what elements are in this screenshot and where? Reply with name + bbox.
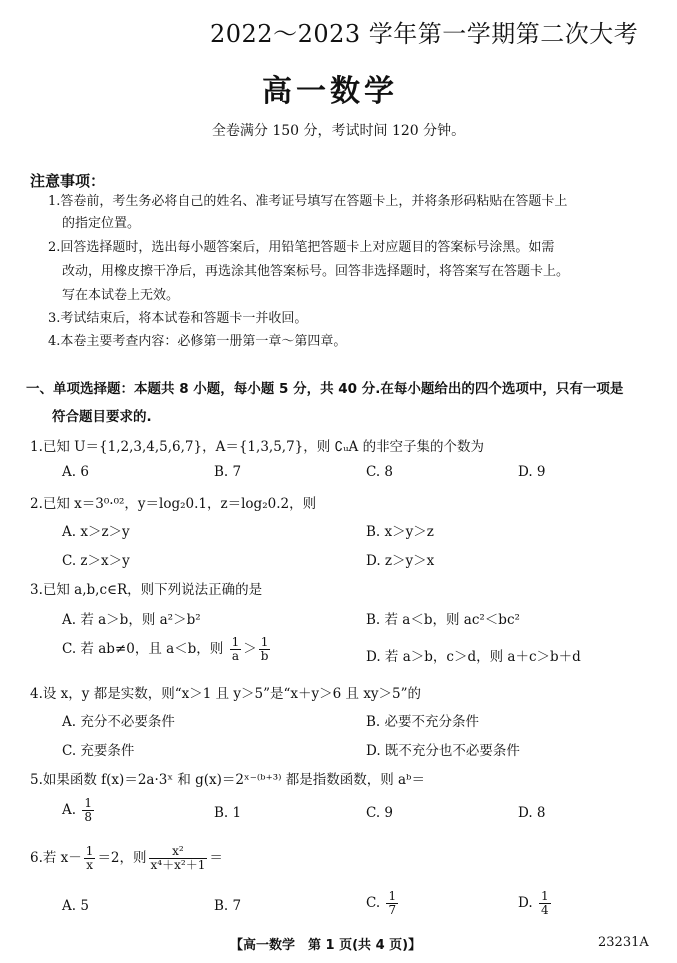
- fraction-numerator: 1: [540, 889, 549, 903]
- question-2-stem: 2.已知 x＝3⁰·⁰²，y＝log₂0.1，z＝log₂0.2，则: [30, 496, 317, 512]
- section-heading: 一、单项选择题：本题共 8 小题，每小题 5 分，共 40 分.在每小题给出的四个选项中，只有一项是: [26, 381, 624, 397]
- gt-sign: ＞: [243, 641, 257, 657]
- fraction-denominator: x: [86, 858, 93, 872]
- q5-option-a: [62, 797, 96, 824]
- q3-option-a: A. 若 a＞b，则 a²＞b²: [62, 612, 201, 628]
- q5-option-a-label: A.: [62, 802, 77, 818]
- note-line: 3.考试结束后，将本试卷和答题卡一并收回。: [48, 311, 308, 326]
- fraction-numerator: x²: [149, 845, 208, 859]
- fraction-denominator: a: [231, 649, 239, 663]
- exam-info: 全卷满分 150 分，考试时间 120 分钟。: [211, 123, 466, 139]
- question-5-stem: 5.如果函数 f(x)＝2a·3ˣ 和 g(x)＝2ˣ⁻⁽ᵇ⁺³⁾ 都是指数函数，则 aᵇ＝: [30, 772, 425, 788]
- q6-stem-text: ＝: [209, 850, 223, 866]
- fraction: [259, 636, 271, 663]
- fraction-numerator: 1: [84, 796, 92, 810]
- fraction-numerator: 1: [259, 636, 271, 650]
- q1-option-c: C. 8: [366, 464, 394, 480]
- q2-option-d: D. z＞y＞x: [366, 553, 435, 569]
- fraction-numerator: 1: [85, 844, 94, 858]
- q3-option-c-text: C. 若 ab≠0，且 a＜b，则: [62, 641, 224, 657]
- note-line: 2.回答选择题时，选出每小题答案后，用铅笔把答题卡上对应题目的答案标号涂黑。如需: [48, 240, 555, 255]
- note-line: 1.答卷前，考生务必将自己的姓名、准考证号填写在答题卡上，并将条形码粘贴在答题卡上: [48, 194, 568, 209]
- question-4-stem: 4.设 x，y 都是实数，则“x＞1 且 y＞5”是“x＋y＞6 且 xy＞5”的: [30, 686, 422, 702]
- q5-option-b: B. 1: [214, 805, 242, 821]
- q2-option-a: A. x＞z＞y: [62, 524, 130, 540]
- q6-option-c-label: C.: [366, 895, 381, 911]
- q4-option-a: A. 充分不必要条件: [62, 714, 175, 730]
- fraction: [539, 890, 551, 917]
- q3-option-c: [62, 636, 272, 663]
- q6-option-d: [518, 890, 553, 917]
- subject-title: 高一数学: [262, 74, 398, 109]
- note-line: 的指定位置。: [62, 216, 141, 231]
- note-line: 4.本卷主要考查内容：必修第一册第一章～第四章。: [48, 334, 347, 349]
- q4-option-d: D. 既不充分也不必要条件: [366, 743, 520, 759]
- fraction: [386, 890, 398, 917]
- question-1-stem: 1.已知 U＝{1,2,3,4,5,6,7}，A＝{1,3,5,7}，则 ∁ᵤA 的非空子集的个数为: [30, 439, 485, 455]
- fraction-denominator: 8: [84, 810, 92, 824]
- q6-option-c: [366, 890, 400, 917]
- fraction-numerator: 1: [388, 889, 397, 903]
- q3-option-b: B. 若 a＜b，则 ac²＜bc²: [366, 612, 520, 628]
- notes-heading: 注意事项：: [30, 172, 106, 190]
- exam-title: 2022～2023 学年第一学期第二次大考: [210, 20, 639, 48]
- q6-option-b: B. 7: [214, 898, 242, 914]
- fraction-denominator: 7: [388, 903, 397, 917]
- q2-option-b: B. x＞y＞z: [366, 524, 434, 540]
- fraction: [82, 797, 94, 824]
- q4-option-b: B. 必要不充分条件: [366, 714, 480, 730]
- q1-option-d: D. 9: [518, 464, 546, 480]
- q3-option-d: D. 若 a＞b，c＞d，则 a＋c＞b＋d: [366, 649, 581, 665]
- q1-option-b: B. 7: [214, 464, 242, 480]
- q6-stem-text: ＝2，则: [97, 850, 147, 866]
- fraction-denominator: b: [260, 649, 269, 663]
- fraction: [149, 845, 208, 872]
- fraction-denominator: 4: [540, 903, 549, 917]
- note-line: 写在本试卷上无效。: [62, 288, 180, 303]
- section-heading-cont: 符合题目要求的.: [52, 409, 152, 425]
- q2-option-c: C. z＞x＞y: [62, 553, 130, 569]
- fraction: [230, 636, 242, 663]
- question-3-stem: 3.已知 a,b,c∈R，则下列说法正确的是: [30, 582, 263, 598]
- q4-option-c: C. 充要条件: [62, 743, 135, 759]
- fraction-denominator: x⁴＋x²＋1: [150, 858, 206, 872]
- question-6-stem: [30, 845, 223, 872]
- q6-option-a: A. 5: [62, 898, 89, 914]
- fraction-numerator: 1: [231, 635, 240, 649]
- page-footer: 【高一数学 第 1 页(共 4 页)】: [230, 938, 422, 953]
- q6-stem-text: 6.若 x－: [30, 850, 82, 866]
- q5-option-c: C. 9: [366, 805, 394, 821]
- fraction: [84, 845, 96, 872]
- q1-option-a: A. 6: [62, 464, 89, 480]
- exam-code: 23231A: [598, 935, 649, 950]
- q6-option-d-label: D.: [518, 895, 533, 911]
- q5-option-d: D. 8: [518, 805, 546, 821]
- note-line: 改动，用橡皮擦干净后，再选涂其他答案标号。回答非选择题时，将答案写在答题卡上。: [62, 264, 570, 279]
